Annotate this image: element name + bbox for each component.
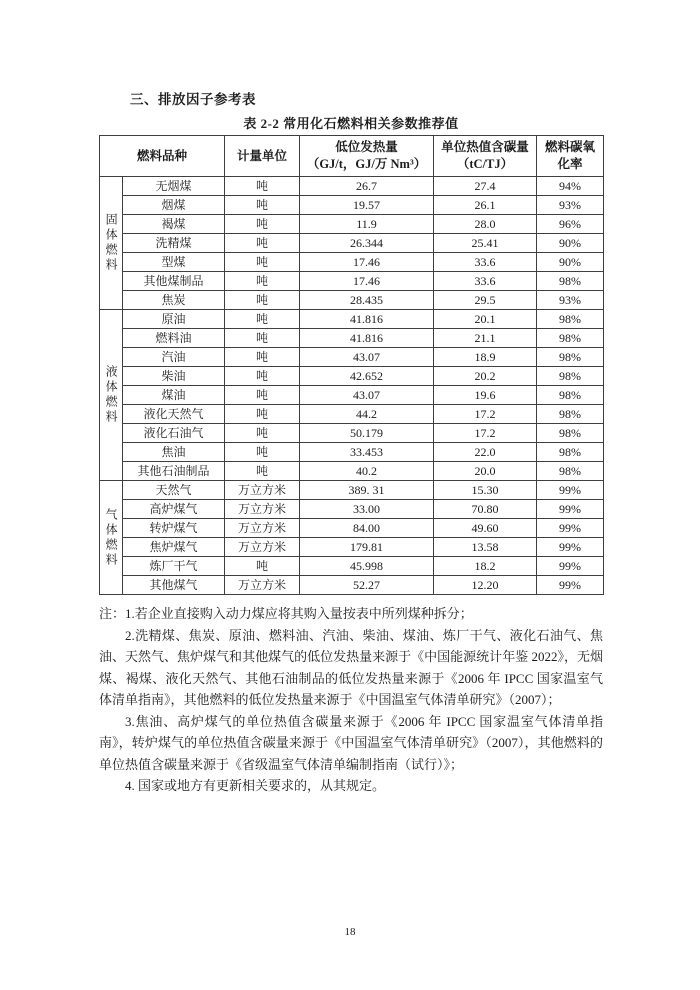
fuel-group-label: 固体燃料 (100, 177, 123, 310)
carbon-content-cell: 49.60 (434, 519, 537, 538)
unit-cell: 吨 (225, 234, 300, 253)
lhv-value-cell: 26.7 (300, 177, 434, 196)
lhv-value-cell: 28.435 (300, 291, 434, 310)
col-header-unit: 计量单位 (225, 136, 300, 177)
unit-cell: 吨 (225, 272, 300, 291)
unit-cell: 万立方米 (225, 500, 300, 519)
note-4: 4. 国家或地方有更新相关要求的，从其规定。 (125, 778, 386, 793)
fuel-name-cell: 高炉煤气 (123, 500, 225, 519)
col-header-fuel-type: 燃料品种 (100, 136, 225, 177)
lhv-value-cell: 52.27 (300, 576, 434, 595)
fuel-name-cell: 原油 (123, 310, 225, 329)
section-heading: 三、排放因子参考表 (130, 92, 256, 107)
unit-cell: 吨 (225, 177, 300, 196)
unit-cell: 吨 (225, 424, 300, 443)
lhv-value-cell: 40.2 (300, 462, 434, 481)
table-row (100, 215, 604, 234)
carbon-content-cell: 20.1 (434, 310, 537, 329)
table-row (100, 291, 604, 310)
fuel-name-cell: 液化石油气 (123, 424, 225, 443)
carbon-content-cell: 21.1 (434, 329, 537, 348)
col-header-lhv-unit: （GJ/t，GJ/万 Nm³） (306, 157, 427, 171)
carbon-content-cell: 18.9 (434, 348, 537, 367)
carbon-content-cell: 27.4 (434, 177, 537, 196)
unit-cell: 万立方米 (225, 481, 300, 500)
fuel-name-cell: 柴油 (123, 367, 225, 386)
unit-cell: 吨 (225, 291, 300, 310)
note-2: 2.洗精煤、焦炭、原油、燃料油、汽油、柴油、煤油、炼厂干气、液化石油气、焦油、天然气、焦炉煤气和其他煤气的低位发热量来源于《中国能源统计年鉴 2022》，无烟煤、褐煤、液化天然气、其他石油制品的低位发热量来源于《2006 年 IPCC 国家温室气体清单指南》，其他燃料的低位发热量来源于《中国温室气体清单研究》（2007）； (99, 627, 603, 707)
lhv-value-cell: 11.9 (300, 215, 434, 234)
unit-cell: 吨 (225, 386, 300, 405)
oxidation-rate-cell: 93% (537, 291, 604, 310)
notes-section (99, 603, 603, 797)
oxidation-rate-cell: 98% (537, 272, 604, 291)
lhv-value-cell: 50.179 (300, 424, 434, 443)
oxidation-rate-cell: 98% (537, 443, 604, 462)
table-body (100, 177, 604, 595)
oxidation-rate-cell: 96% (537, 215, 604, 234)
oxidation-rate-cell: 93% (537, 196, 604, 215)
col-header-carbon-unit: （tC/TJ） (456, 157, 514, 171)
unit-cell: 吨 (225, 405, 300, 424)
table-row (100, 557, 604, 576)
oxidation-rate-cell: 98% (537, 405, 604, 424)
oxidation-rate-cell: 98% (537, 348, 604, 367)
carbon-content-cell: 33.6 (434, 272, 537, 291)
oxidation-rate-cell: 98% (537, 424, 604, 443)
oxidation-rate-cell: 99% (537, 576, 604, 595)
lhv-value-cell: 17.46 (300, 253, 434, 272)
fuel-group-label: 气体燃料 (100, 481, 123, 595)
fuel-name-cell: 无烟煤 (123, 177, 225, 196)
fuel-parameters-table (99, 135, 604, 595)
table-row (100, 367, 604, 386)
lhv-value-cell: 44.2 (300, 405, 434, 424)
carbon-content-cell: 20.2 (434, 367, 537, 386)
table-row (100, 272, 604, 291)
fuel-name-cell: 炼厂干气 (123, 557, 225, 576)
oxidation-rate-cell: 98% (537, 329, 604, 348)
fuel-name-cell: 汽油 (123, 348, 225, 367)
lhv-value-cell: 41.816 (300, 329, 434, 348)
col-header-carbon-title: 单位热值含碳量 (441, 140, 529, 155)
unit-cell: 万立方米 (225, 538, 300, 557)
fuel-name-cell: 其他煤制品 (123, 272, 225, 291)
fuel-name-cell: 焦油 (123, 443, 225, 462)
oxidation-rate-cell: 99% (537, 500, 604, 519)
unit-cell: 万立方米 (225, 576, 300, 595)
carbon-content-cell: 20.0 (434, 462, 537, 481)
fuel-name-cell: 转炉煤气 (123, 519, 225, 538)
oxidation-rate-cell: 98% (537, 367, 604, 386)
lhv-value-cell: 33.00 (300, 500, 434, 519)
fuel-name-cell: 其他煤气 (123, 576, 225, 595)
unit-cell: 吨 (225, 348, 300, 367)
lhv-value-cell: 389. 31 (300, 481, 434, 500)
oxidation-rate-cell: 98% (537, 310, 604, 329)
table-title: 表 2-2 常用化石燃料相关参数推荐值 (243, 116, 459, 131)
carbon-content-cell: 25.41 (434, 234, 537, 253)
lhv-value-cell: 42.652 (300, 367, 434, 386)
page-number: 18 (344, 926, 356, 938)
unit-cell: 吨 (225, 443, 300, 462)
fuel-name-cell: 焦炭 (123, 291, 225, 310)
fuel-name-cell: 天然气 (123, 481, 225, 500)
carbon-content-cell: 26.1 (434, 196, 537, 215)
lhv-value-cell: 19.57 (300, 196, 434, 215)
col-header-lhv (300, 136, 434, 177)
carbon-content-cell: 29.5 (434, 291, 537, 310)
oxidation-rate-cell: 99% (537, 557, 604, 576)
table-row (100, 177, 604, 196)
fuel-name-cell: 燃料油 (123, 329, 225, 348)
unit-cell: 吨 (225, 310, 300, 329)
lhv-value-cell: 26.344 (300, 234, 434, 253)
carbon-content-cell: 13.58 (434, 538, 537, 557)
note-1: 注：1.若企业直接购入动力煤应将其购入量按表中所列煤种拆分； (99, 606, 473, 621)
table-row (100, 519, 604, 538)
carbon-content-cell: 22.0 (434, 443, 537, 462)
lhv-value-cell: 43.07 (300, 386, 434, 405)
carbon-content-cell: 19.6 (434, 386, 537, 405)
table-row (100, 310, 604, 329)
lhv-value-cell: 45.998 (300, 557, 434, 576)
table-row (100, 481, 604, 500)
oxidation-rate-cell: 98% (537, 386, 604, 405)
carbon-content-cell: 12.20 (434, 576, 537, 595)
fuel-name-cell: 型煤 (123, 253, 225, 272)
lhv-value-cell: 84.00 (300, 519, 434, 538)
fuel-name-cell: 焦炉煤气 (123, 538, 225, 557)
carbon-content-cell: 15.30 (434, 481, 537, 500)
oxidation-rate-cell: 98% (537, 462, 604, 481)
table-row (100, 405, 604, 424)
oxidation-rate-cell: 94% (537, 177, 604, 196)
table-row (100, 576, 604, 595)
oxidation-rate-cell: 90% (537, 253, 604, 272)
fuel-group-label: 液体燃料 (100, 310, 123, 481)
table-row (100, 538, 604, 557)
oxidation-rate-cell: 90% (537, 234, 604, 253)
col-header-oxidation: 燃料碳氧化率 (537, 136, 604, 177)
lhv-value-cell: 41.816 (300, 310, 434, 329)
fuel-name-cell: 烟煤 (123, 196, 225, 215)
lhv-value-cell: 179.81 (300, 538, 434, 557)
carbon-content-cell: 17.2 (434, 424, 537, 443)
unit-cell: 吨 (225, 215, 300, 234)
carbon-content-cell: 17.2 (434, 405, 537, 424)
note-3: 3.焦油、高炉煤气的单位热值含碳量来源于《2006 年 IPCC 国家温室气体清单指南》，转炉煤气的单位热值含碳量来源于《中国温室气体清单研究》（2007），其他燃料的单位热值含碳量来源于《省级温室气体清单编制指南（试行）》； (99, 713, 603, 772)
fuel-name-cell: 煤油 (123, 386, 225, 405)
carbon-content-cell: 33.6 (434, 253, 537, 272)
fuel-name-cell: 褐煤 (123, 215, 225, 234)
table-row (100, 462, 604, 481)
table-row (100, 500, 604, 519)
table-header-row (100, 136, 604, 177)
col-header-carbon (434, 136, 537, 177)
lhv-value-cell: 17.46 (300, 272, 434, 291)
fuel-name-cell: 洗精煤 (123, 234, 225, 253)
fuel-name-cell: 液化天然气 (123, 405, 225, 424)
lhv-value-cell: 43.07 (300, 348, 434, 367)
page-content (99, 88, 603, 797)
unit-cell: 吨 (225, 253, 300, 272)
oxidation-rate-cell: 99% (537, 481, 604, 500)
table-row (100, 348, 604, 367)
col-header-lhv-title: 低位发热量 (335, 140, 398, 155)
unit-cell: 吨 (225, 557, 300, 576)
table-row (100, 443, 604, 462)
table-row (100, 329, 604, 348)
carbon-content-cell: 18.2 (434, 557, 537, 576)
unit-cell: 万立方米 (225, 519, 300, 538)
unit-cell: 吨 (225, 367, 300, 386)
table-row (100, 253, 604, 272)
carbon-content-cell: 28.0 (434, 215, 537, 234)
unit-cell: 吨 (225, 462, 300, 481)
table-row (100, 234, 604, 253)
fuel-name-cell: 其他石油制品 (123, 462, 225, 481)
oxidation-rate-cell: 99% (537, 538, 604, 557)
lhv-value-cell: 33.453 (300, 443, 434, 462)
unit-cell: 吨 (225, 196, 300, 215)
oxidation-rate-cell: 99% (537, 519, 604, 538)
carbon-content-cell: 70.80 (434, 500, 537, 519)
table-row (100, 196, 604, 215)
table-row (100, 386, 604, 405)
unit-cell: 吨 (225, 329, 300, 348)
table-row (100, 424, 604, 443)
